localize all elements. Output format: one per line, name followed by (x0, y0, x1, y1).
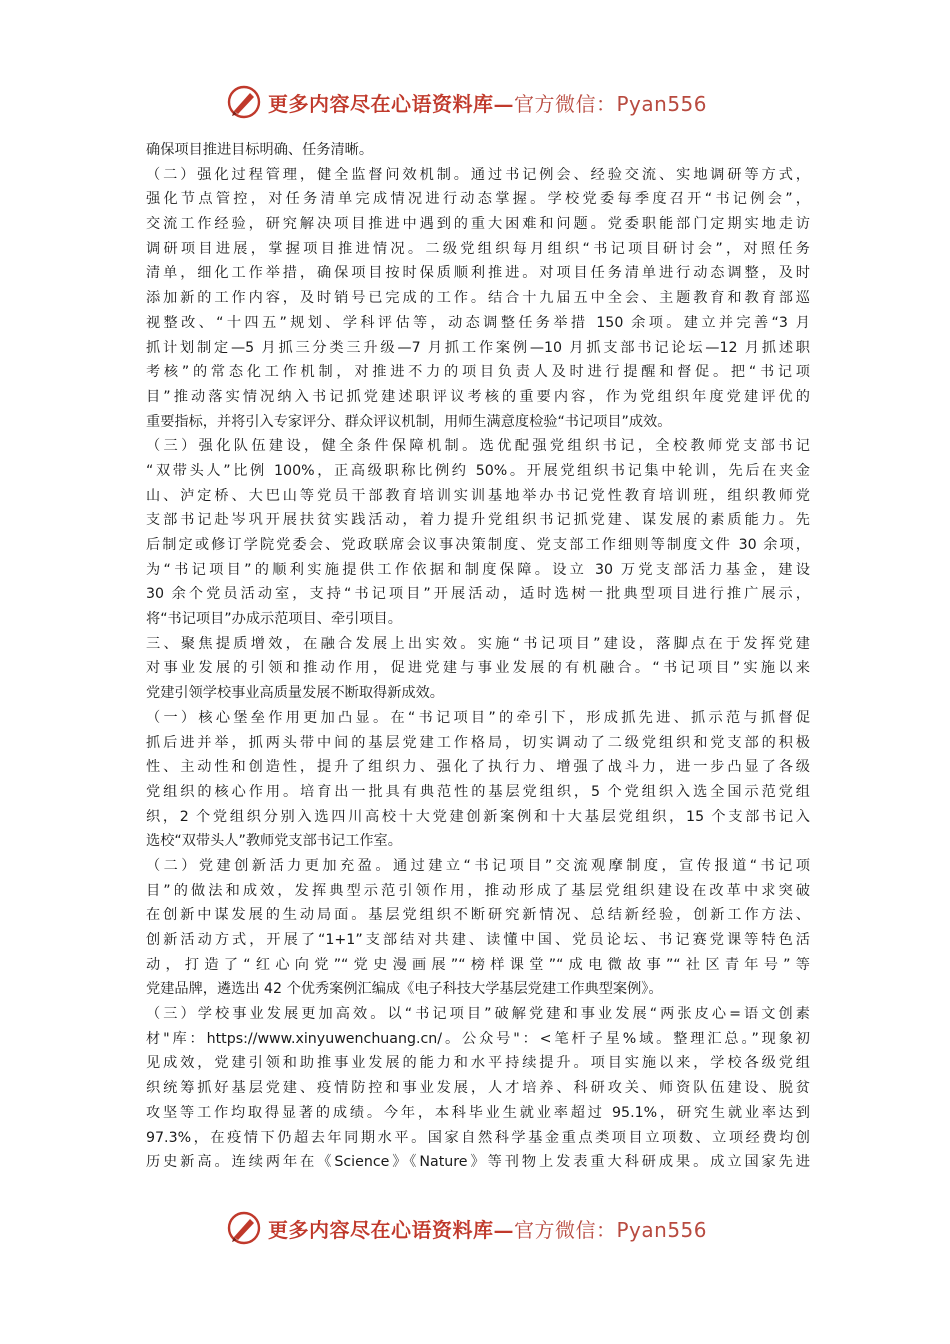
text-line: 清单，细化工作举措，确保项目按时保质顺利推进。对项目任务清单进行动态调整，及时 (146, 265, 810, 282)
banner-separator: — (493, 91, 514, 116)
text-line: 攻坚等工作均取得显著的成绩。今年，本科毕业生就业率超过 95.1%，研究生就业率达到 (146, 1104, 810, 1121)
text-line: （二）党建创新活力更加充盈。通过建立“书记项目”交流观摩制度，宣传报道“书记项 (146, 857, 810, 874)
text-line: 见成效，党建引领和助推事业发展的能力和水平持续提升。项目实施以来，学校各级党组 (146, 1055, 810, 1072)
text-line: 动，打造了“红心向党”“党史漫画展”“榜样课堂”“成电微故事”“社区青年号”等 (146, 956, 810, 973)
text-line: 目”的做法和成效，发挥典型示范引领作用，推动形成了基层党组织建设在改革中求突破 (146, 882, 810, 899)
banner-wechat: 官方微信：Pyan556 (514, 91, 708, 116)
text-line: 性、主动性和创造性，提升了组织力、强化了执行力、增强了战斗力，进一步凸显了各级 (146, 759, 810, 776)
text-line: 后制定或修订学院党委会、党政联席会议事决策制度、党支部工作细则等制度文件 30 余项， (146, 537, 810, 553)
text-line: 添加新的工作内容，及时销号已完成的工作。结合十九届五中全会、主题教育和教育部巡 (146, 290, 810, 307)
text-line: 党组织的核心作用。培育出一批具有典范性的基层党组织，5 个党组织入选全国示范党组 (146, 783, 810, 800)
text-line: “双带头人”比例 100%，正高级职称比例约 50%。开展党组织书记集中轮训，先后在夹金 (146, 462, 810, 479)
banner-wechat: 官方微信：Pyan556 (514, 1217, 708, 1242)
text-line: 织统筹抓好基层党建、疫情防控和事业发展，人才培养、科研攻关、师资队伍建设、脱贫 (146, 1080, 810, 1097)
text-line: 三、聚焦提质增效，在融合发展上出实效。实施“书记项目”建设，落脚点在于发挥党建 (146, 635, 810, 652)
banner-main: 更多内容尽在心语资料库 (268, 91, 494, 116)
text-line: （三）学校事业发展更加高效。以“书记项目”破解党建和事业发展“两张皮心=语文创素 (146, 1006, 810, 1023)
text-line: 织，2 个党组织分别入选四川高校十大党建创新案例和十大基层党组织，15 个支部书记入 (146, 808, 810, 825)
text-line: 重要指标，并将引入专家评分、群众评议机制，用师生满意度检验“书记项目”成效。 (146, 413, 672, 430)
text-line: 在创新中谋发展的生动局面。基层党组织不断研究新情况、总结新经验，创新工作方法、 (146, 907, 810, 924)
banner-text (268, 88, 707, 117)
text-line: 确保项目推进目标明确、任务清晰。 (146, 142, 374, 158)
text-line: 视整改、“十四五”规划、学科评估等，动态调整任务举措 150 余项。建立并完善“3 月 (146, 314, 810, 331)
text-line: （二）强化过程管理，健全监督问效机制。通过书记例会、经验交流、实地调研等方式， (146, 166, 810, 183)
text-line: （一）核心堡垒作用更加凸显。在“书记项目”的牵引下，形成抓先进、抓示范与抓督促 (146, 709, 810, 726)
text-line: 目”推动落实情况纳入书记抓党建述职评议考核的重要内容，作为党组织年度党建评优的 (146, 388, 810, 405)
text-line: 30 余个党员活动室，支持“书记项目”开展活动，适时选树一批典型项目进行推广展示， (146, 586, 810, 603)
pen-logo-icon (226, 1210, 262, 1246)
text-line: 97.3%，在疫情下仍超去年同期水平。国家自然科学基金重点类项目立项数、立项经费均创 (146, 1129, 810, 1146)
banner-text (268, 1214, 707, 1243)
banner-separator: — (493, 1217, 514, 1242)
text-line: 山、泸定桥、大巴山等党员干部教育培训实训基地举办书记党性教育培训班，组织教师党 (146, 487, 810, 504)
text-line: 强化节点管控，对任务清单完成情况进行动态掌握。学校党委每季度召开“书记例会”， (146, 191, 810, 208)
text-line: 历史新高。连续两年在《Science》《Nature》等刊物上发表重大科研成果。成立国家先进 (146, 1154, 810, 1171)
pen-logo-icon (226, 84, 262, 120)
text-line: 为“书记项目”的顺利实施提供工作依据和制度保障。设立 30 万党支部活力基金，建设 (146, 561, 810, 578)
text-line: 材"库：https://www.xinyuwenchuang.cn/。公众号"：<笔杆子星%域。整理汇总。”现象初 (146, 1030, 810, 1047)
text-line: 党建品牌，遴选出 42 个优秀案例汇编成《电子科技大学基层党建工作典型案例》。 (146, 981, 663, 998)
text-line: 选校“双带头人”教师党支部书记工作室。 (146, 833, 402, 850)
text-line: 交流工作经验，研究解决项目推进中遇到的重大困难和问题。党委职能部门定期实地走访 (146, 216, 810, 233)
text-line: （三）强化队伍建设，健全条件保障机制。选优配强党组织书记，全校教师党支部书记 (146, 438, 810, 455)
text-line: 调研项目进展，掌握项目推进情况。二级党组织每月组织“书记项目研讨会”，对照任务 (146, 240, 810, 257)
text-line: 创新活动方式，开展了“1+1”支部结对共建、读懂中国、党员论坛、书记赛党课等特色活 (146, 932, 810, 948)
text-line: 对事业发展的引领和推动作用，促进党建与事业发展的有机融合。“书记项目”实施以来 (146, 660, 810, 677)
text-line: 抓计划制定—5 月抓三分类三升级—7 月抓工作案例—10 月抓支部书记论坛—12 月抓述职 (146, 339, 810, 356)
banner-main: 更多内容尽在心语资料库 (268, 1217, 494, 1242)
text-line: 支部书记赴岑巩开展扶贫实践活动，着力提升党组织书记抓党建、谋发展的素质能力。先 (146, 512, 810, 529)
footer-banner (0, 1206, 950, 1250)
document-body (146, 138, 810, 1175)
header-banner (0, 80, 950, 124)
text-line: 党建引领学校事业高质量发展不断取得新成效。 (146, 685, 444, 702)
text-line: 考核”的常态化工作机制，对推进不力的项目负责人及时进行提醒和督促。把“书记项 (146, 364, 810, 381)
text-line: 抓后进并举，抓两头带中间的基层党建工作格局，切实调动了二级党组织和党支部的积极 (146, 734, 810, 751)
text-line: 将“书记项目”办成示范项目、牵引项目。 (146, 611, 402, 628)
